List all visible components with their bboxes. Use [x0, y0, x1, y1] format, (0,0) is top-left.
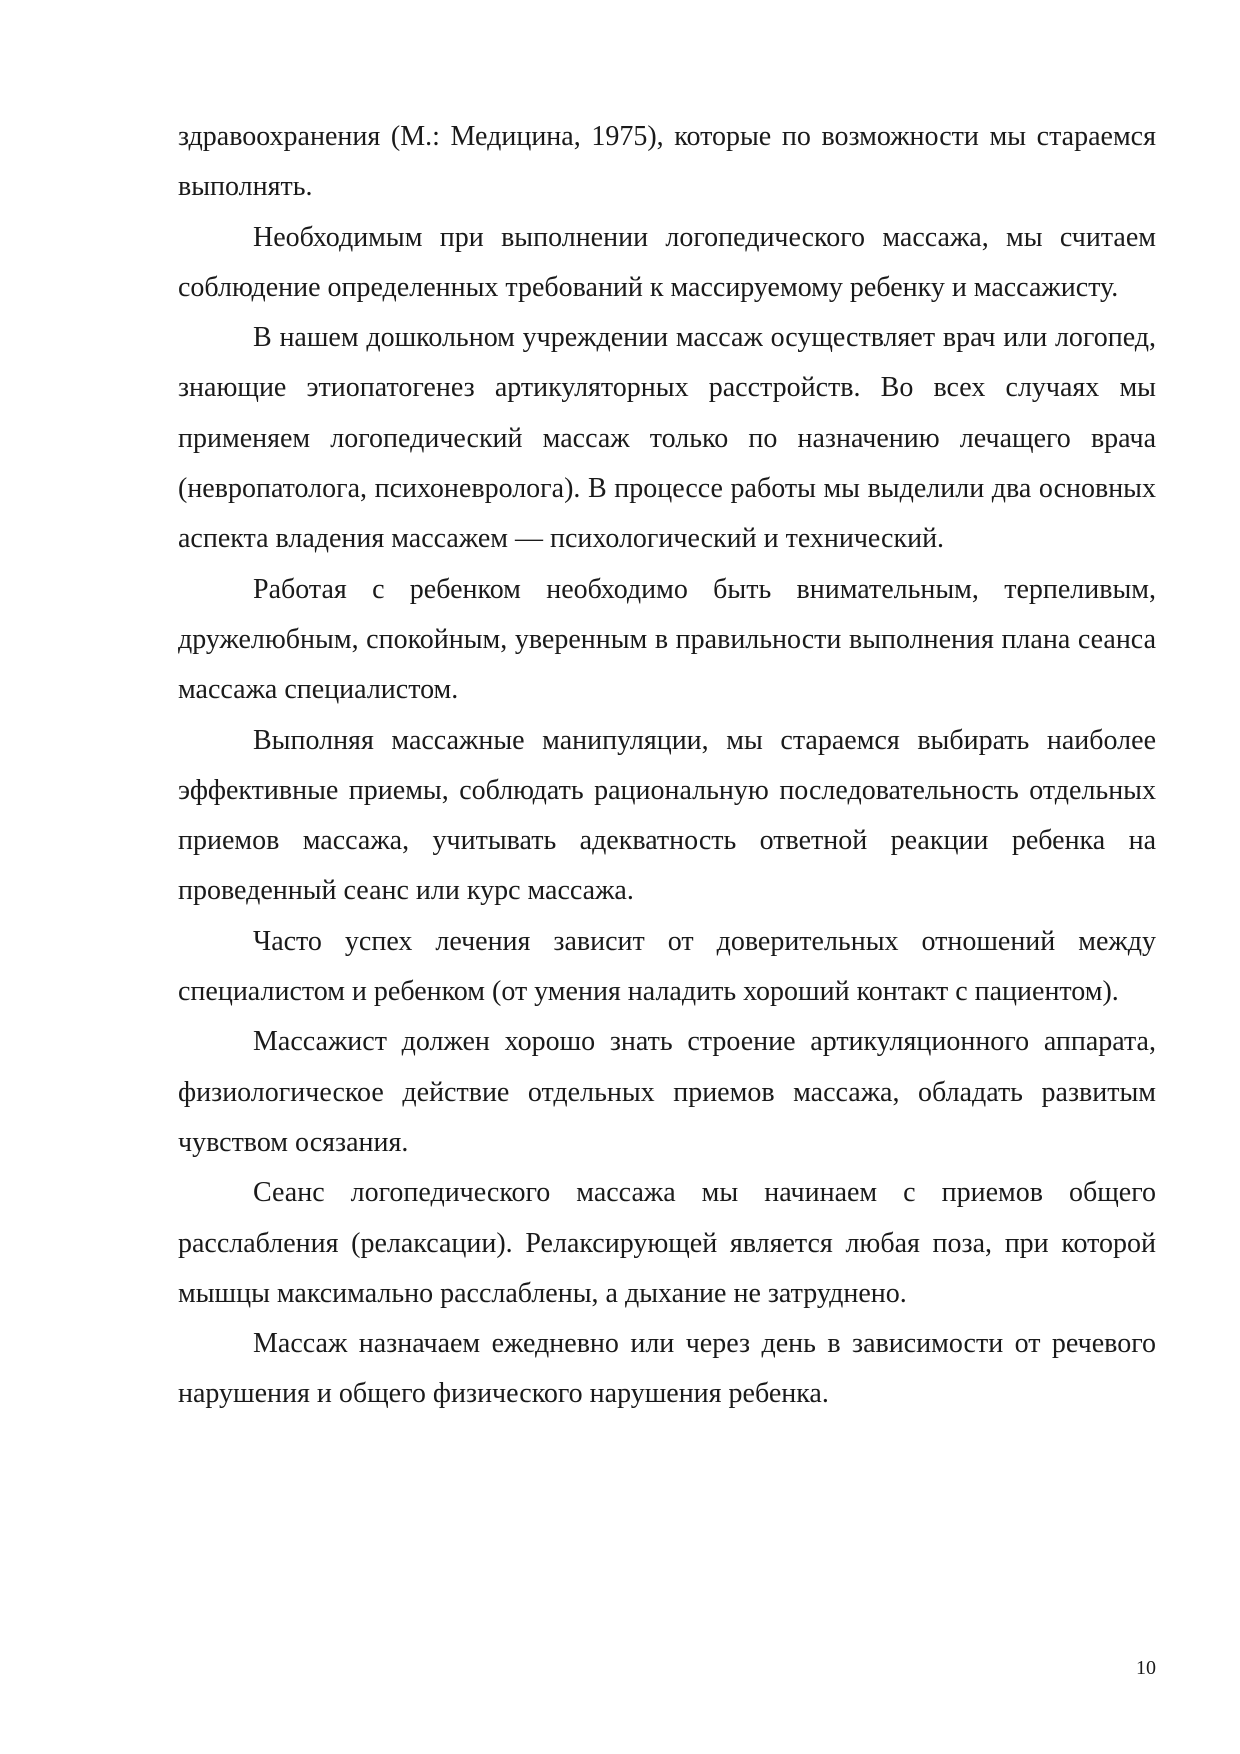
paragraph-continuation: здравоохранения (М.: Медицина, 1975), которые по возможности мы стараемся выполнять.: [178, 121, 1156, 203]
body-text: [178, 112, 1156, 1420]
paragraph: Сеанс логопедического массажа мы начинаем с приемов общего расслабления (релаксации). Релаксирующей является любая поза, при которой мышцы максимально расслаблены, а дыхание не затруднено.: [178, 1177, 1156, 1309]
paragraph: В нашем дошкольном учреждении массаж осуществляет врач или логопед, знающие этиопатогенез артикуляторных расстройств. Во всех случаях мы применяем логопедический массаж только по назначению лечащего врача (невропатолога, психоневролога). В процессе работы мы выделили два основных аспекта владения массажем — психологический и технический.: [178, 322, 1156, 555]
paragraph: Массажист должен хорошо знать строение артикуляционного аппарата, физиологическое действие отдельных приемов массажа, обладать развитым чувством осязания.: [178, 1026, 1156, 1158]
page-number: 10: [1136, 1657, 1156, 1679]
paragraph: Работая с ребенком необходимо быть внимательным, терпеливым, дружелюбным, спокойным, уверенным в правильности выполнения плана сеанса массажа специалистом.: [178, 573, 1156, 706]
paragraph: Выполняя массажные манипуляции, мы стараемся выбирать наиболее эффективные приемы, соблюдать рациональную последовательность отдельных приемов массажа, учитывать адекватность ответной реакции ребенка на проведенный сеанс или курс массажа.: [178, 724, 1156, 907]
paragraph: Часто успех лечения зависит от доверительных отношений между специалистом и ребенком (от умения наладить хороший контакт с пациентом).: [178, 925, 1156, 1008]
paragraph: Массаж назначаем ежедневно или через день в зависимости от речевого нарушения и общего физического нарушения ребенка.: [178, 1328, 1156, 1410]
paragraph: Необходимым при выполнении логопедического массажа, мы считаем соблюдение определенных требований к массируемому ребенку и массажисту.: [178, 221, 1156, 303]
